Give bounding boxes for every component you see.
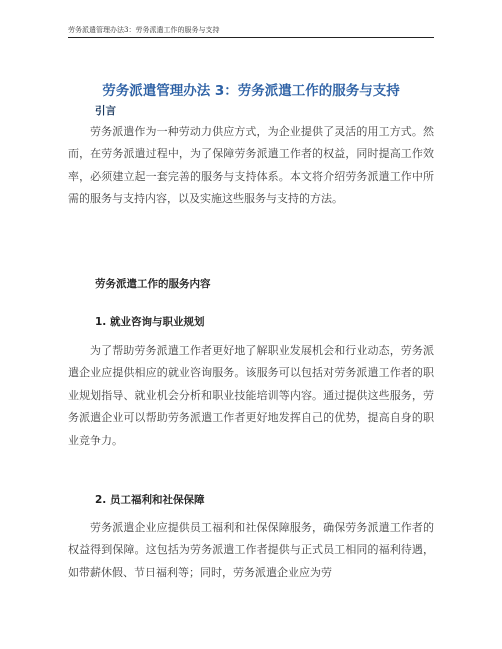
page-header: 劳务派遣管理办法3：劳务派遣工作的服务与支持 bbox=[68, 26, 220, 34]
subsection-paragraph-1: 为了帮助劳务派遣工作者更好地了解职业发展机会和行业动态，劳务派遣企业应提供相应的就业咨询服务。该服务可以包括对劳务派遣工作者的职业规划指导、就业机会分析和职业技能培训等内容。通过提供这些服务，劳务派遣企业可以帮助劳务派遣工作者更好地发挥自己的优势，提高自身的职业竞争力。 bbox=[68, 344, 434, 447]
document-title: 劳务派遣管理办法 3：劳务派遣工作的服务与支持 bbox=[102, 83, 400, 99]
section-heading: 劳务派遣工作的服务内容 bbox=[95, 278, 211, 290]
subsection-paragraph-2: 劳务派遣企业应提供员工福利和社保保障服务，确保劳务派遣工作者的权益得到保障。这包括为劳务派遣工作者提供与正式员工相同的福利待遇，如带薪休假、节日福利等；同时，劳务派遣企业应为劳 bbox=[68, 521, 434, 579]
header-rule bbox=[68, 37, 434, 38]
intro-paragraph: 劳务派遣作为一种劳动力供应方式，为企业提供了灵活的用工方式。然而，在劳务派遣过程中，为了保障劳务派遣工作者的权益，同时提高工作效率，必须建立起一套完善的服务与支持体系。本文将介绍劳务派遣工作中所需的服务与支持内容，以及实施这些服务与支持的方法。 bbox=[68, 125, 434, 206]
intro-heading: 引言 bbox=[95, 105, 116, 117]
subsection-heading-2: 2. 员工福利和社保保障 bbox=[95, 494, 205, 506]
subsection-heading-1: 1. 就业咨询与职业规划 bbox=[95, 316, 205, 328]
